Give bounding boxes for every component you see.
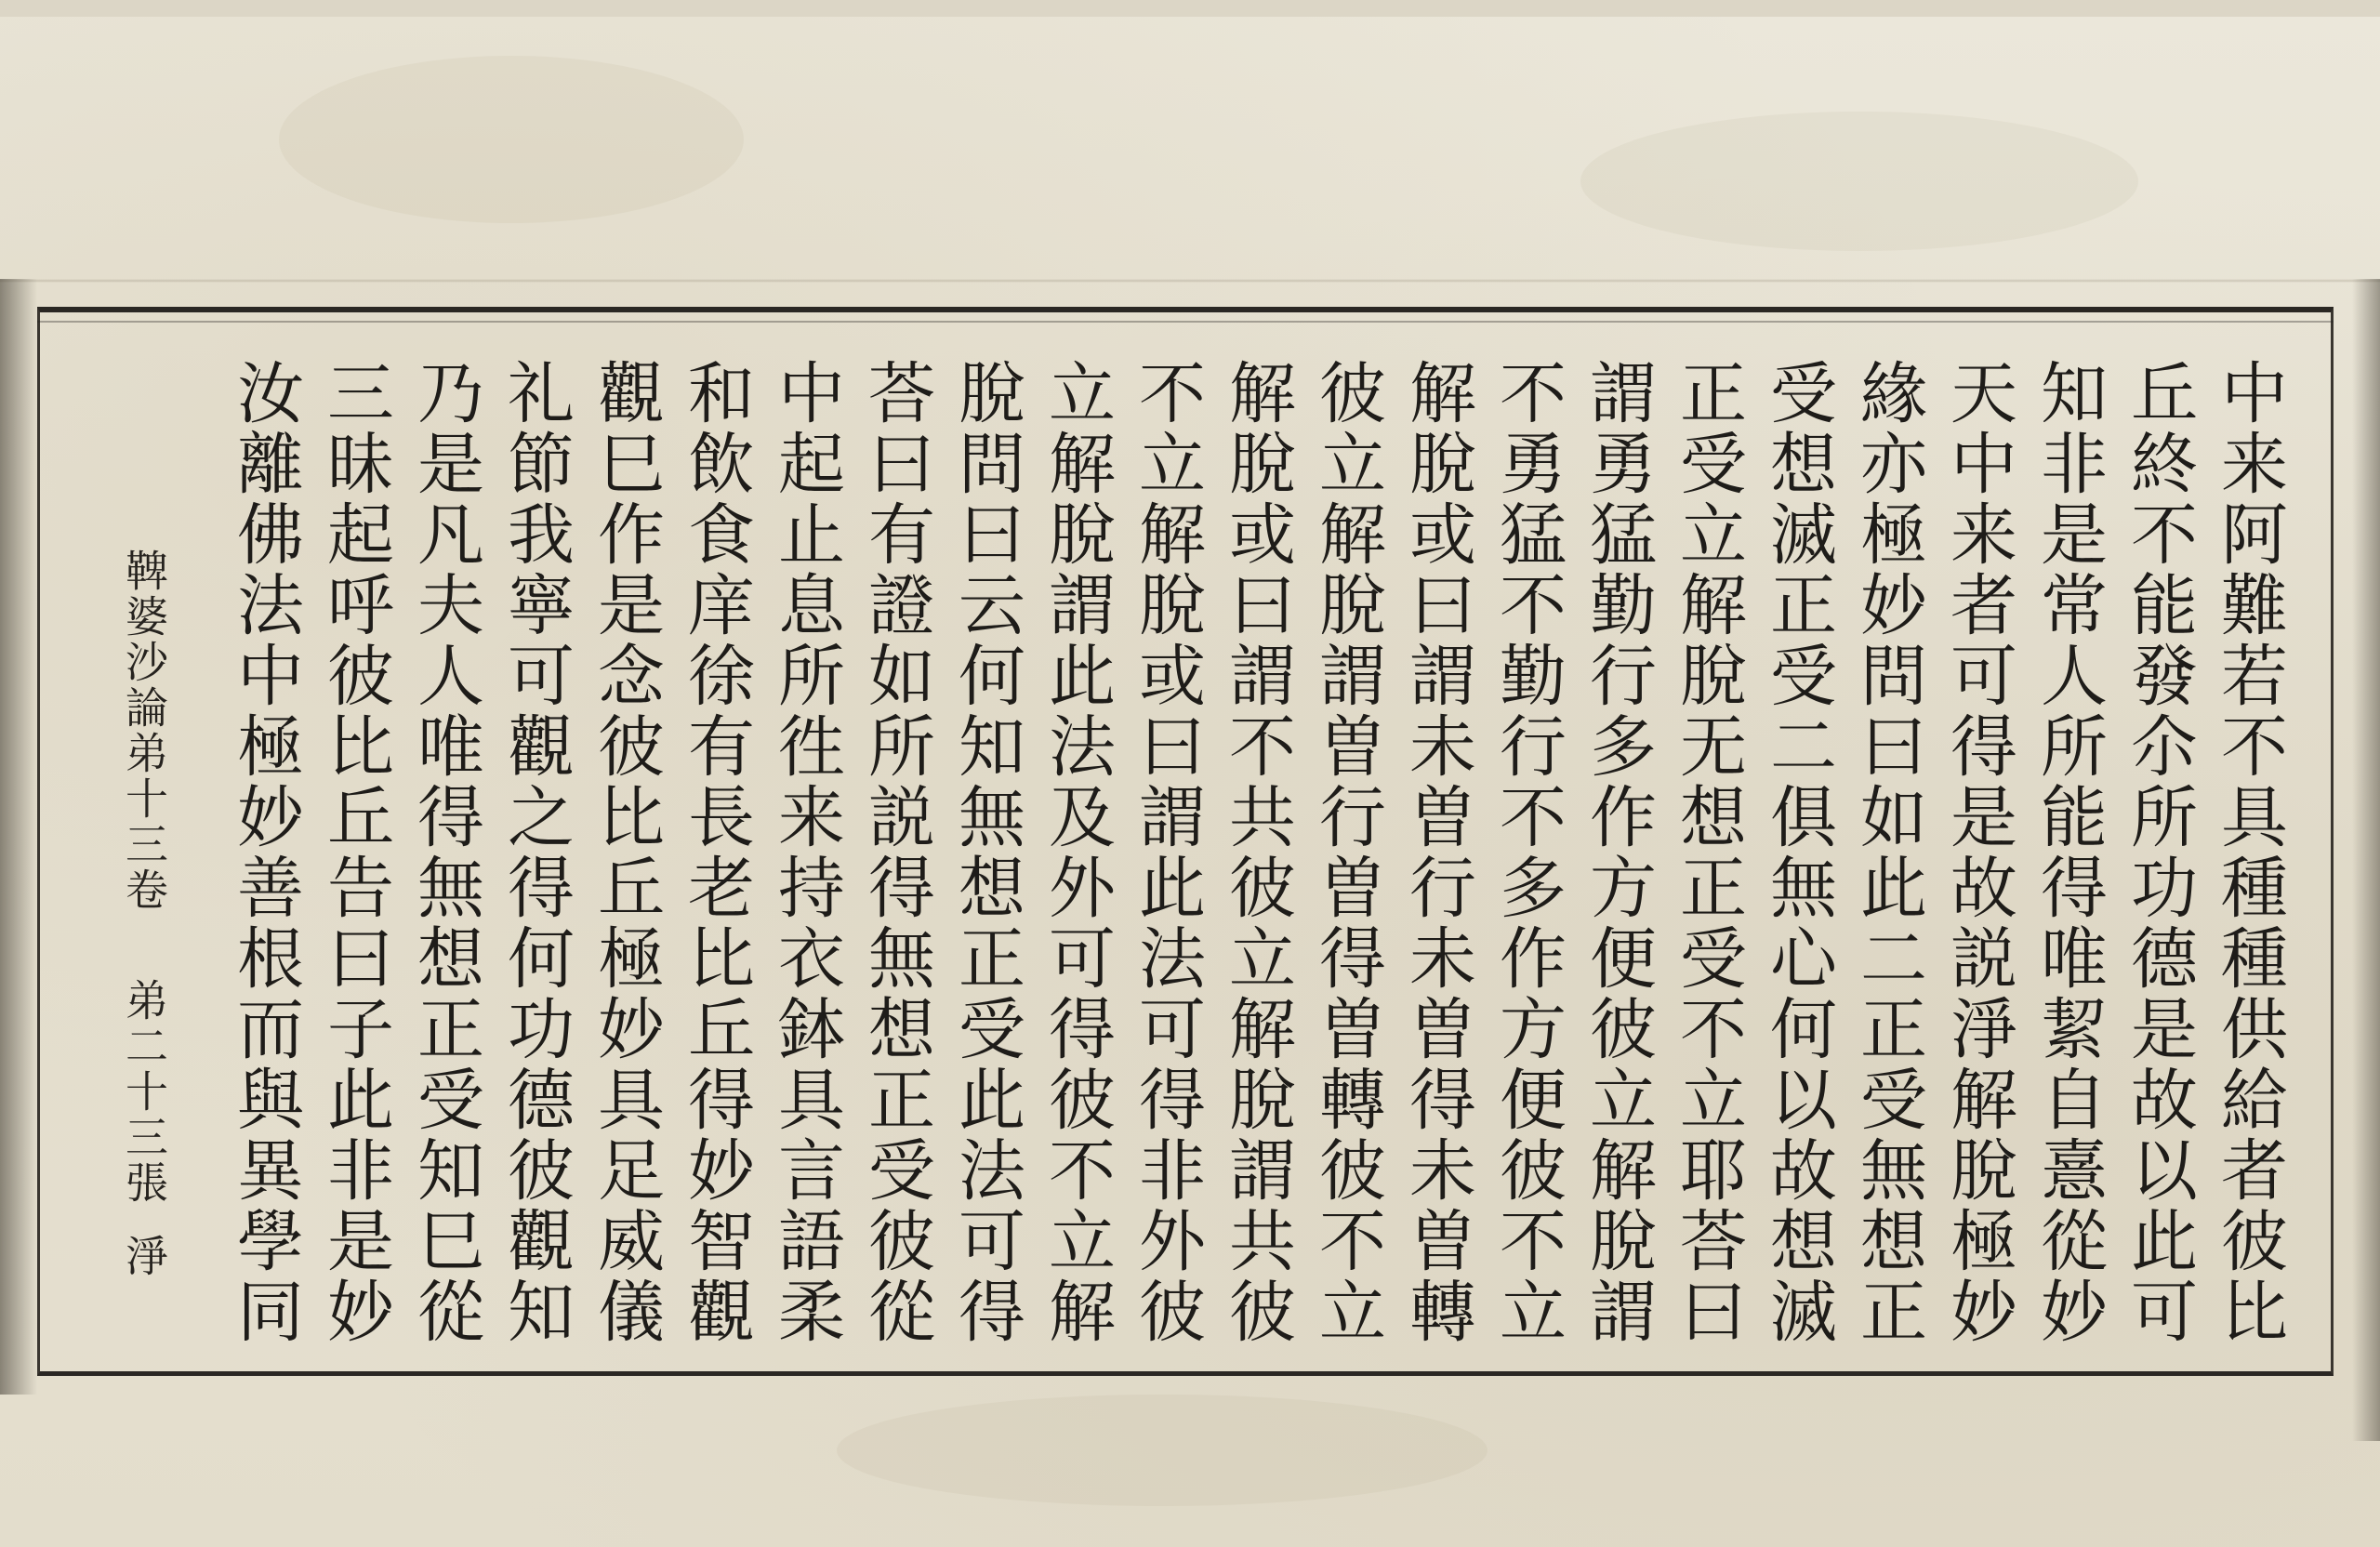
text-column-11: 彼立解脫謂曽行曽得曽轉彼不立: [1308, 358, 1386, 1347]
text-column-10: 解脫或曰謂未曽行未曽得未曽轉: [1398, 358, 1476, 1347]
text-column-8: 謂勇猛勤行多作方便彼立解脫謂: [1579, 358, 1657, 1347]
text-column-23: 汝離佛法中極妙善根而與異學同: [226, 358, 304, 1347]
text-column-13: 不立解脫或曰謂此法可得非外彼: [1128, 358, 1206, 1347]
text-column-9: 不勇猛不勤行不多作方便彼不立: [1488, 358, 1567, 1347]
top-paper-edge: [0, 0, 2380, 17]
text-columns: [130, 358, 2296, 1353]
text-column-12: 解脫或曰謂不共彼立解脫謂共彼: [1218, 358, 1296, 1347]
text-column-15: 脫問曰云何知無想正受此法可得: [947, 358, 1025, 1347]
colophon-title: 鞞婆沙論弟十三卷: [119, 549, 169, 913]
colophon-mark: 淨: [119, 1234, 169, 1279]
text-column-17: 中起止息所徃来持衣鉢具言語柔: [767, 358, 845, 1347]
text-column-6: 受想滅正受二俱無心何以故想滅: [1759, 358, 1837, 1347]
text-column-1: 中来阿難若不具種種供給者彼比: [2210, 358, 2288, 1347]
text-column-16: 荅曰有證如所説得無想正受彼從: [857, 358, 935, 1347]
paper-stain: [837, 1395, 1488, 1506]
binding-shadow-left: [0, 279, 37, 1395]
fold-line: [0, 279, 2380, 283]
text-column-22: 三昧起呼彼比丘告曰子此非是妙: [316, 358, 394, 1347]
text-column-3: 知非是常人所能得唯絜自憙從妙: [2030, 358, 2108, 1347]
colophon-page-number: 弟二十三張: [119, 978, 169, 1206]
text-column-5: 緣亦極妙問曰如此二正受無想正: [1849, 358, 1927, 1347]
frame-inner-line: [37, 321, 2334, 323]
text-column-2: 丘終不能發尒所功德是故以此可: [2120, 358, 2198, 1347]
text-column-18: 和飲食庠徐有長老比丘得妙智觀: [677, 358, 755, 1347]
text-column-19: 觀巳作是念彼比丘極妙具足威儀: [587, 358, 665, 1347]
binding-shadow-right: [2352, 279, 2380, 1441]
text-column-7: 正受立解脫无想正受不立耶荅曰: [1669, 358, 1747, 1347]
text-column-21: 乃是凡夫人唯得無想正受知巳從: [406, 358, 484, 1347]
paper-stain: [279, 56, 744, 223]
text-column-14: 立解脫謂此法及外可得彼不立解: [1038, 358, 1116, 1347]
text-column-4: 天中来者可得是故説淨解脫極妙: [1939, 358, 2017, 1347]
paper-stain: [1580, 112, 2138, 251]
colophon-column: [107, 549, 172, 1367]
text-column-20: 礼節我寧可觀之得何功德彼觀知: [496, 358, 575, 1347]
